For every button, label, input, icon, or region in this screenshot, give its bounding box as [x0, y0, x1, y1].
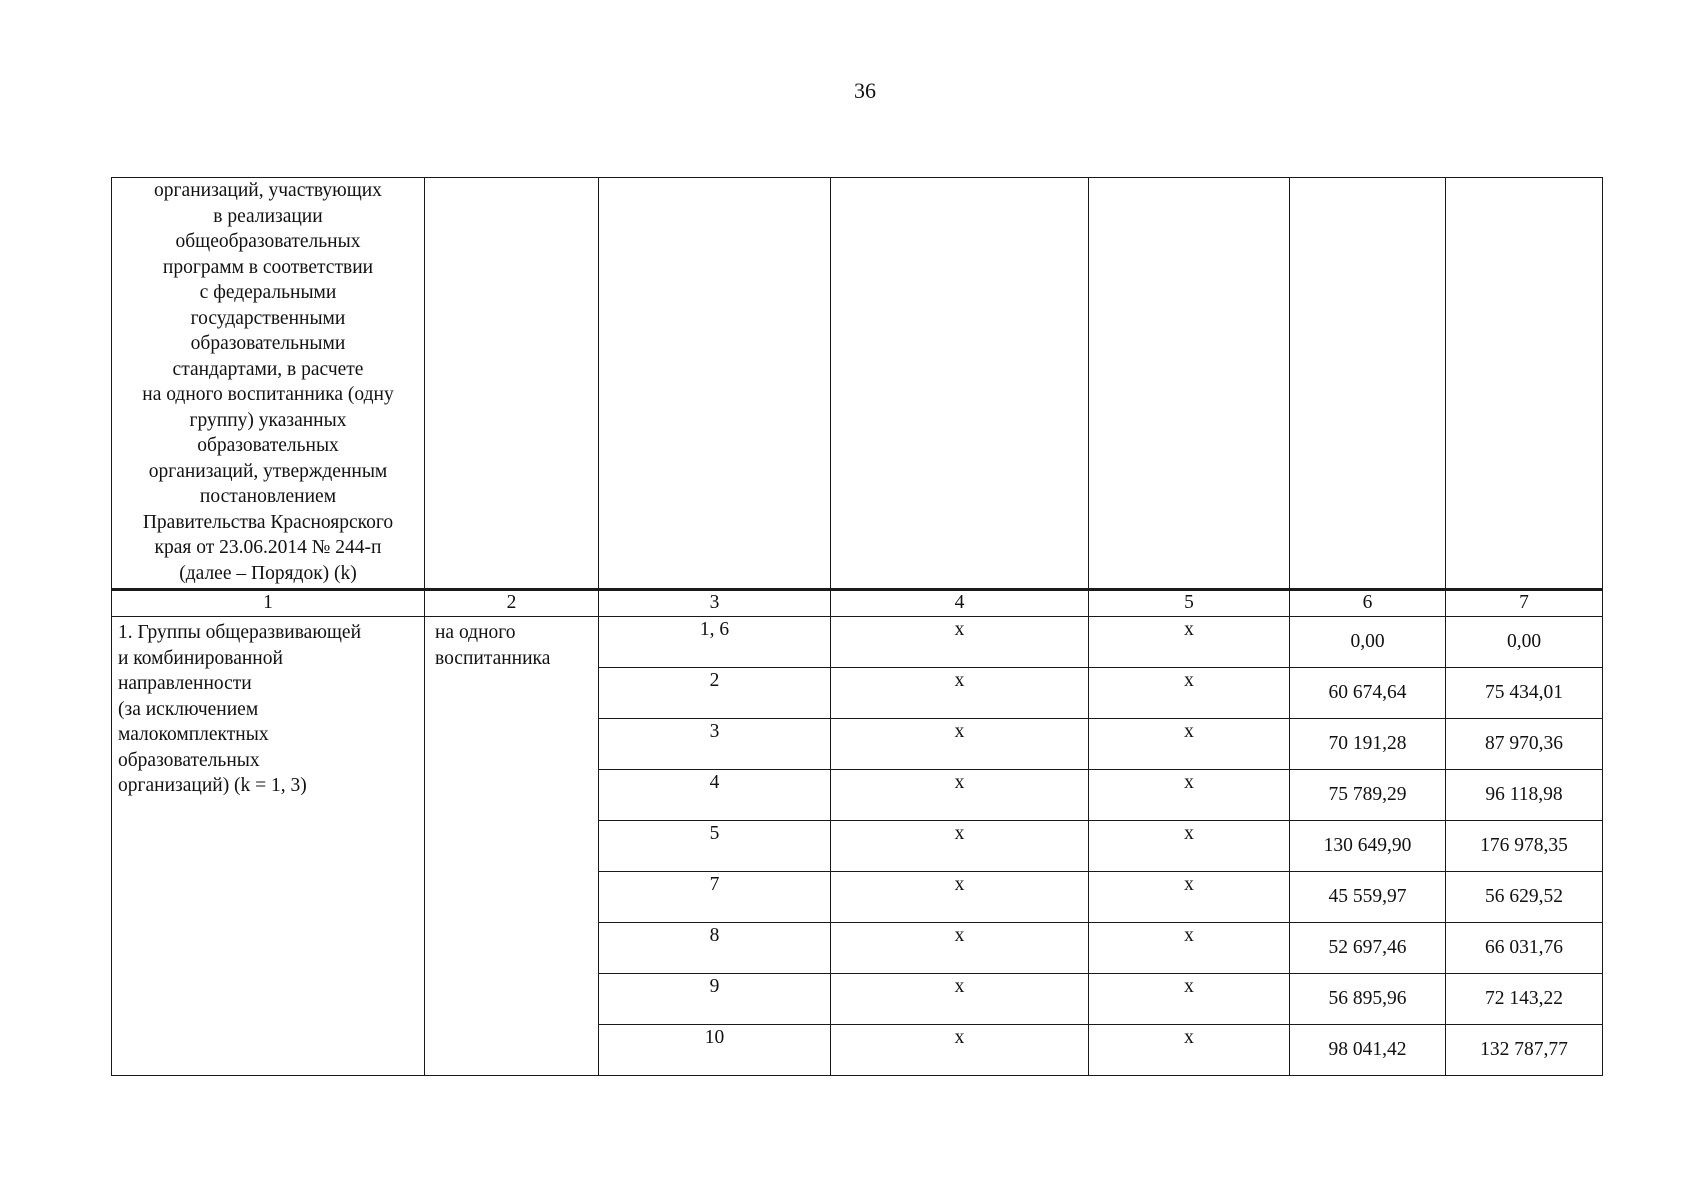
description-line: постановлением — [199, 486, 337, 507]
col7-value: 87 970,36 — [1446, 719, 1603, 770]
group-title-line: (за исключением — [118, 698, 259, 720]
column-number: 6 — [1290, 590, 1446, 617]
description-line: с федеральными — [199, 282, 337, 303]
empty-cell — [1089, 178, 1290, 590]
description-line: государственными — [190, 307, 346, 329]
col6-value: 45 559,97 — [1290, 872, 1446, 923]
col4-cell: х — [831, 668, 1089, 719]
col5-cell: х — [1089, 617, 1290, 668]
description-line: (далее – Порядок) (k) — [179, 562, 357, 584]
col7-value: 56 629,52 — [1446, 872, 1603, 923]
col5-cell: х — [1089, 1025, 1290, 1076]
column-number: 4 — [831, 590, 1089, 617]
col6-value: 130 649,90 — [1290, 821, 1446, 872]
empty-cell — [1290, 178, 1446, 590]
col6-value: 98 041,42 — [1290, 1025, 1446, 1076]
column-number: 1 — [112, 590, 425, 617]
col4-cell: х — [831, 770, 1089, 821]
norms-table — [111, 177, 1603, 1076]
description-line: образовательных — [197, 435, 339, 456]
code-cell: 9 — [599, 974, 831, 1025]
column-number-row — [112, 590, 1603, 617]
description-cell — [112, 178, 425, 590]
code-cell: 7 — [599, 872, 831, 923]
description-line: в реализации — [213, 205, 323, 227]
column-number: 5 — [1089, 590, 1290, 617]
code-cell: 2 — [599, 668, 831, 719]
empty-cell — [599, 178, 831, 590]
code-cell: 8 — [599, 923, 831, 974]
unit-line: воспитанника — [435, 647, 551, 669]
col6-value: 56 895,96 — [1290, 974, 1446, 1025]
page-number: 36 — [854, 78, 876, 103]
col6-value: 70 191,28 — [1290, 719, 1446, 770]
col7-value: 96 118,98 — [1446, 770, 1603, 821]
description-line: программ в соответствии — [162, 256, 374, 278]
col6-value: 60 674,64 — [1290, 668, 1446, 719]
col6-value: 75 789,29 — [1290, 770, 1446, 821]
col5-cell: х — [1089, 872, 1290, 923]
col4-cell: х — [831, 872, 1089, 923]
col5-cell: х — [1089, 923, 1290, 974]
col5-cell: х — [1089, 974, 1290, 1025]
unit-cell — [425, 617, 599, 1076]
group-title-line: 1. Группы общеразвивающей — [118, 622, 362, 643]
group-title-cell — [112, 617, 425, 1076]
column-number: 3 — [599, 590, 831, 617]
group-title-line: образовательных — [118, 749, 260, 771]
col7-value: 66 031,76 — [1446, 923, 1603, 974]
group-title-line: направленности — [118, 673, 252, 694]
description-line: общеобразовательных — [175, 231, 361, 252]
col5-cell: х — [1089, 668, 1290, 719]
description-line: на одного воспитанника (одну — [142, 384, 394, 405]
col4-cell: х — [831, 974, 1089, 1025]
code-cell: 3 — [599, 719, 831, 770]
column-number: 7 — [1446, 590, 1603, 617]
col4-cell: х — [831, 719, 1089, 770]
code-cell: 4 — [599, 770, 831, 821]
col6-value: 52 697,46 — [1290, 923, 1446, 974]
col7-value: 132 787,77 — [1446, 1025, 1603, 1076]
col6-value: 0,00 — [1290, 617, 1446, 668]
code-cell: 1, 6 — [599, 617, 831, 668]
group-title-line: и комбинированной — [118, 647, 283, 669]
code-cell: 10 — [599, 1025, 831, 1076]
col5-cell: х — [1089, 719, 1290, 770]
col7-value: 0,00 — [1446, 617, 1603, 668]
description-line: Правительства Красноярского — [142, 511, 394, 533]
description-line: стандартами, в расчете — [172, 358, 364, 380]
description-line: организаций, утвержденным — [148, 460, 388, 482]
col7-value: 75 434,01 — [1446, 668, 1603, 719]
col5-cell: х — [1089, 821, 1290, 872]
description-line: группу) указанных — [189, 409, 347, 431]
empty-cell — [1446, 178, 1603, 590]
description-row — [112, 178, 1603, 590]
code-cell: 5 — [599, 821, 831, 872]
group-title-line: малокомплектных — [118, 724, 269, 745]
col7-value: 72 143,22 — [1446, 974, 1603, 1025]
description-line: края от 23.06.2014 № 244-п — [154, 537, 382, 558]
table-row — [112, 617, 1603, 668]
column-number: 2 — [425, 590, 599, 617]
description-line: организаций, участвующих — [154, 180, 382, 201]
unit-line: на одного — [435, 622, 516, 643]
col4-cell: х — [831, 1025, 1089, 1076]
description-line: образовательными — [190, 333, 346, 354]
col7-value: 176 978,35 — [1446, 821, 1603, 872]
col4-cell: х — [831, 617, 1089, 668]
empty-cell — [425, 178, 599, 590]
col5-cell: х — [1089, 770, 1290, 821]
group-title-line: организаций) (k = 1, 3) — [118, 775, 307, 796]
col4-cell: х — [831, 923, 1089, 974]
col4-cell: х — [831, 821, 1089, 872]
empty-cell — [831, 178, 1089, 590]
